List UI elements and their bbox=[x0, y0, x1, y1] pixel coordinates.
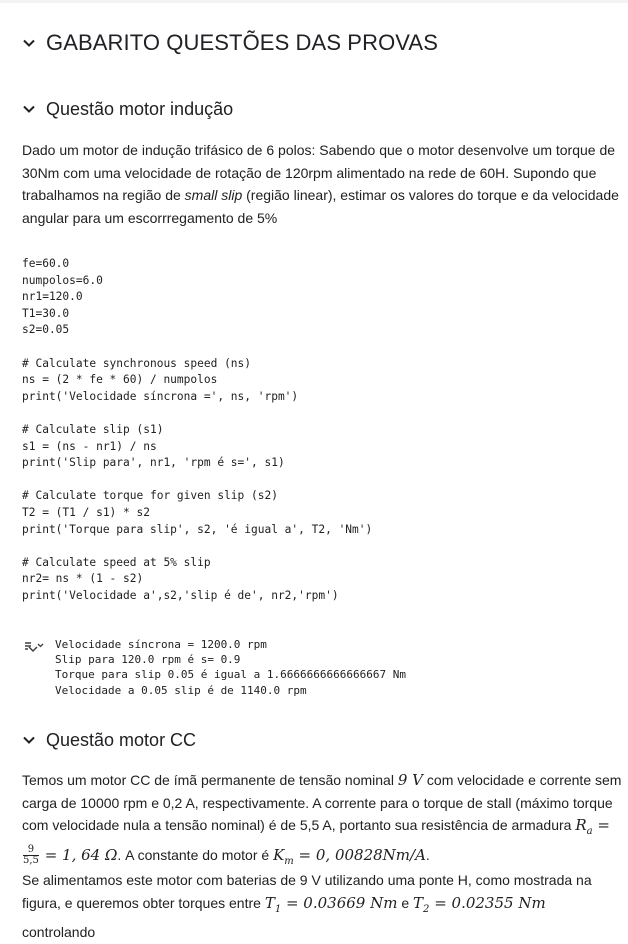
math-symbol: K bbox=[273, 845, 285, 864]
math-symbol: R bbox=[575, 816, 587, 834]
text-span: Temos um motor CC de ímã permanente de tensão nominal bbox=[22, 772, 398, 788]
section-header-motor-inducao[interactable] bbox=[18, 96, 233, 122]
math-value: = 0.02355 Nm bbox=[429, 893, 546, 912]
math-value: = 0, 00828Nm/A bbox=[293, 845, 426, 864]
fraction-denominator: 5,5 bbox=[23, 855, 39, 866]
section-title: GABARITO QUESTÕES DAS PROVAS bbox=[46, 30, 438, 55]
math-km bbox=[273, 845, 426, 867]
fraction-numerator: 9 bbox=[23, 845, 39, 856]
math-fraction bbox=[23, 845, 39, 866]
text-span: Se alimentamos este motor com baterias de 9 V utilizando uma ponte H, como mostrada na figura, e queremos obter torques entre bbox=[22, 872, 592, 911]
math-value: = 1, 64 Ω bbox=[44, 845, 118, 864]
math-ra: $R_a$ = $\frac{9}{5,5}$ = 1, 64 Ω bbox=[23, 816, 610, 866]
math-symbol: T bbox=[413, 893, 424, 912]
section-title: Questão motor indução bbox=[46, 98, 234, 119]
output-toggle-icon[interactable] bbox=[24, 639, 44, 653]
math-value: = 0.03669 Nm bbox=[281, 893, 398, 912]
italic-text: small slip bbox=[184, 187, 243, 203]
text-span: (região linear), estimar os valores do torque e da velocidade angular para um escorrregamento de 5% bbox=[22, 187, 619, 226]
section-title: Questão motor CC bbox=[46, 729, 197, 750]
question-text-cc-2 bbox=[22, 869, 622, 944]
math-t1 bbox=[264, 893, 398, 915]
text-span: e bbox=[397, 894, 414, 911]
text-span: . bbox=[425, 846, 430, 863]
chevron-down-icon[interactable] bbox=[18, 729, 40, 751]
main-section-header[interactable] bbox=[18, 28, 438, 58]
math-subscript: 1 bbox=[274, 903, 282, 915]
math-symbol: T bbox=[264, 893, 275, 912]
text-span: com velocidade e corrente sem carga de 10000 rpm e 0,2 A, respectivamente. A corrente para o torque de stall (máximo torque com velocidade nula a tensão nominal) é de 5,5 A, portanto sua resistência de armadura bbox=[22, 772, 622, 833]
chevron-down-icon[interactable] bbox=[18, 98, 40, 120]
text-span: controlando bbox=[22, 924, 96, 940]
cell-output: Velocidade síncrona = 1200.0 rpm Slip para 120.0 rpm é s= 0.9 Torque para slip 0.05 é igual a 1.6666666666666667 Nm Velocidade a 0.05 slip é de 1140.0 rpm bbox=[55, 638, 406, 697]
question-text bbox=[22, 139, 622, 229]
math-subscript: a bbox=[586, 826, 593, 837]
chevron-down-icon[interactable] bbox=[18, 32, 40, 54]
math-voltage: 9 V bbox=[397, 771, 424, 789]
math-subscript: 2 bbox=[423, 903, 430, 915]
top-divider bbox=[0, 0, 628, 3]
math-t2 bbox=[413, 893, 546, 915]
text-span: . A constante do motor é bbox=[117, 846, 274, 863]
math-subscript: m bbox=[284, 855, 294, 867]
text-span: Dado um motor de indução trifásico de 6 polos: Sabendo que o motor desenvolve um torque de 30Nm com uma velocidade de rotação de 120rpm alimentado na rede de 60H. Supondo que trabalhamos na região de bbox=[22, 142, 616, 203]
section-header-motor-cc[interactable] bbox=[18, 727, 196, 753]
code-cell[interactable]: fe=60.0 numpolos=6.0 nr1=120.0 T1=30.0 s2=0.05 # Calculate synchronous speed (ns) ns = (2 * fe * 60) / numpolos print('Velocidade síncrona =', ns, 'rpm') # Calculate slip (s1) s1 = (ns - nr1) / ns print('Slip para', nr1, 'rpm é s=', s1) # Calculate torque for given slip (s2) T2 = (T1 / s1) * s2 print('Torque para slip', s2, 'é igual a', T2, 'Nm') # Calculate speed at 5% slip nr2= ns * (1 - s2) print('Velocidade a',s2,'slip é de', nr2,'rpm') bbox=[22, 257, 373, 602]
question-text-cc bbox=[22, 769, 622, 873]
